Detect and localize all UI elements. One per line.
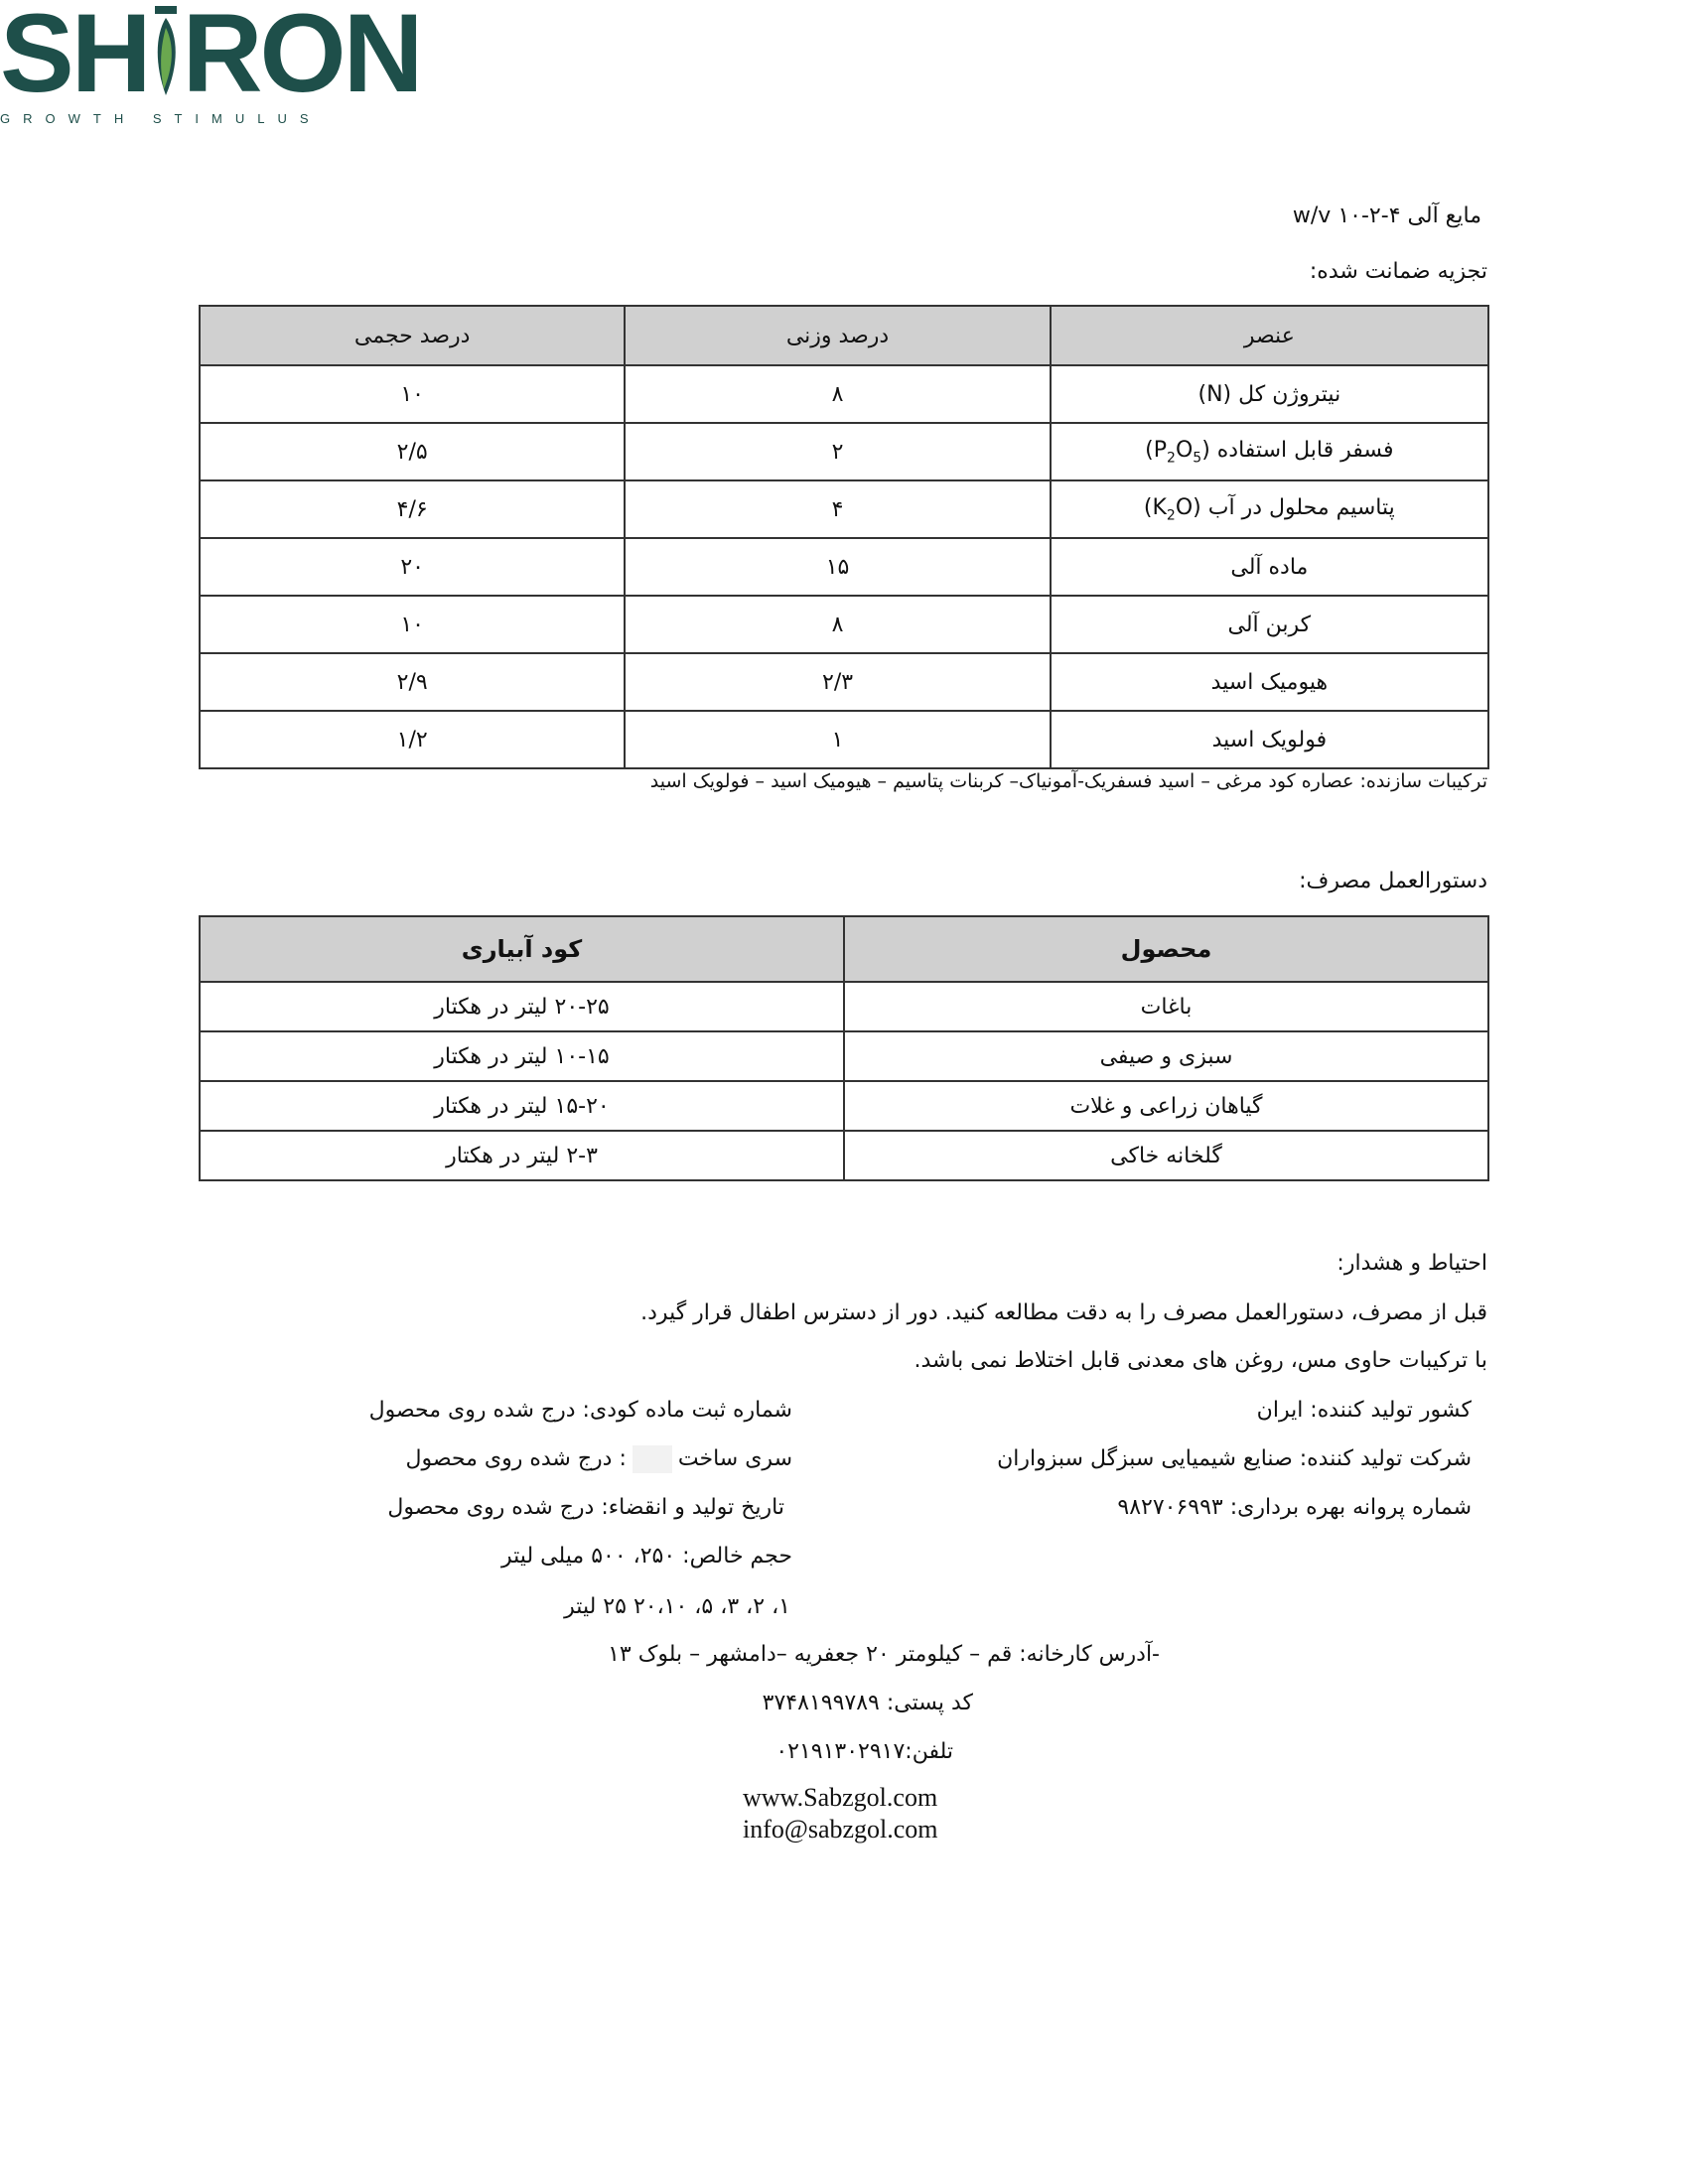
header-weight-percent: درصد وزنی: [625, 306, 1050, 365]
net-volume: حجم خالص: ۲۵۰، ۵۰۰ میلی لیتر: [501, 1544, 792, 1569]
table-row: [200, 1031, 1488, 1081]
net-volume-liters: ۱، ۲، ۳، ۵، ۲۰،۱۰ ۲۵ لیتر: [564, 1594, 790, 1619]
element-cell: نیتروژن کل (N): [1051, 365, 1488, 423]
element-cell: [1051, 423, 1488, 480]
element-cell: ماده آلی: [1051, 538, 1488, 596]
crop-cell: سبزی و صیفی: [844, 1031, 1488, 1081]
element-text: ): [1145, 437, 1154, 463]
element-cell: فولویک اسید: [1051, 711, 1488, 768]
dose-cell: ۲۰-۲۵ لیتر در هکتار: [200, 982, 844, 1031]
batch-value: : درج شده روی محصول: [405, 1446, 627, 1471]
warning-line-2: با ترکیبات حاوی مس، روغن های معدنی قابل اختلاط نمی باشد.: [914, 1348, 1487, 1373]
table-row: [200, 982, 1488, 1031]
company-logo: [0, 0, 421, 134]
volume-cell: ۲/۵: [200, 423, 625, 480]
table-row: [200, 711, 1488, 768]
logo-text-right: RON: [182, 0, 421, 115]
logo-text-left: SH: [0, 0, 149, 115]
header-crop: محصول: [844, 916, 1488, 982]
volume-cell: ۲/۹: [200, 653, 625, 711]
table-row: [200, 1081, 1488, 1131]
website-link[interactable]: www.Sabzgol.com: [743, 1783, 938, 1812]
header-fertigation: کود آبیاری: [200, 916, 844, 982]
product-title: مایع آلی ۴-۲-۱۰ w/v: [1292, 204, 1481, 228]
weight-cell: ۲/۳: [625, 653, 1050, 711]
postal-code: کد پستی: ۳۷۴۸۱۹۹۷۸۹: [762, 1691, 973, 1715]
registration-number: شماره ثبت ماده کودی: درج شده روی محصول: [368, 1398, 792, 1423]
subscript: 5: [1193, 450, 1202, 467]
weight-cell: ۱۵: [625, 538, 1050, 596]
table-header-row: [200, 306, 1488, 365]
table-header-row: [200, 916, 1488, 982]
table-row: [200, 480, 1488, 538]
production-expiry-dates: تاریخ تولید و انقضاء: درج شده روی محصول: [387, 1495, 784, 1520]
volume-cell: ۴/۶: [200, 480, 625, 538]
guaranteed-analysis-label: تجزیه ضمانت شده:: [1309, 259, 1487, 284]
usage-table: [199, 915, 1489, 1181]
logo-wordmark: [0, 0, 421, 115]
crop-cell: باغات: [844, 982, 1488, 1031]
header-element: عنصر: [1051, 306, 1488, 365]
crop-cell: گلخانه خاکی: [844, 1131, 1488, 1180]
dose-cell: ۱۵-۲۰ لیتر در هکتار: [200, 1081, 844, 1131]
guaranteed-analysis-table: [199, 305, 1489, 769]
logo-tagline: GROWTH STIMULUS: [0, 111, 322, 126]
element-cell: هیومیک اسید: [1051, 653, 1488, 711]
phone-number: تلفن:۰۲۱۹۱۳۰۲۹۱۷: [775, 1739, 953, 1764]
crop-cell: گیاهان زراعی و غلات: [844, 1081, 1488, 1131]
table-row: [200, 538, 1488, 596]
table-row: [200, 365, 1488, 423]
weight-cell: ۸: [625, 365, 1050, 423]
table-row: [200, 423, 1488, 480]
batch-blank: [633, 1445, 672, 1473]
element-text: O: [1175, 437, 1194, 463]
warnings-title: احتیاط و هشدار:: [1336, 1251, 1487, 1276]
table-row: [200, 653, 1488, 711]
license-number: شماره پروانه بهره برداری: ۹۸۲۷۰۶۹۹۳: [1117, 1495, 1472, 1520]
volume-cell: ۲۰: [200, 538, 625, 596]
element-cell: [1051, 480, 1488, 538]
weight-cell: ۲: [625, 423, 1050, 480]
weight-cell: ۴: [625, 480, 1050, 538]
element-text: O): [1143, 494, 1194, 520]
element-cell: کربن آلی: [1051, 596, 1488, 653]
volume-cell: ۱/۲: [200, 711, 625, 768]
weight-cell: ۸: [625, 596, 1050, 653]
factory-address: -آدرس کارخانه: قم – کیلومتر ۲۰ جعفریه –دامشهر – بلوک ۱۳: [608, 1642, 1160, 1667]
element-text: فسفر قابل استفاده (P: [1153, 437, 1394, 463]
warning-line-1: قبل از مصرف، دستورالعمل مصرف را به دقت مطالعه کنید. دور از دسترس اطفال قرار گیرد.: [640, 1300, 1487, 1325]
dose-cell: ۲-۳ لیتر در هکتار: [200, 1131, 844, 1180]
subscript: 2: [1166, 507, 1176, 524]
element-text: پتاسیم محلول در آب (K: [1152, 494, 1395, 520]
producer-country: کشور تولید کننده: ایران: [1256, 1398, 1472, 1423]
table-row: [200, 1131, 1488, 1180]
producer-company: شرکت تولید کننده: صنایع شیمیایی سبزگل سبزواران: [997, 1446, 1472, 1471]
batch-label: سری ساخت: [677, 1446, 792, 1471]
volume-cell: ۱۰: [200, 365, 625, 423]
volume-cell: ۱۰: [200, 596, 625, 653]
leaf-i-icon: [149, 0, 183, 95]
ingredients-line: ترکیبات سازنده: عصاره کود مرغی – اسید فسفریک-آمونیاک– کربنات پتاسیم – هیومیک اسید – فولویک اسید: [649, 770, 1487, 792]
usage-title: دستورالعمل مصرف:: [1299, 869, 1487, 893]
email-link[interactable]: info@sabzgol.com: [743, 1815, 938, 1843]
dose-cell: ۱۰-۱۵ لیتر در هکتار: [200, 1031, 844, 1081]
header-volume-percent: درصد حجمی: [200, 306, 625, 365]
table-row: [200, 596, 1488, 653]
batch-number: [405, 1444, 792, 1474]
subscript: 2: [1167, 450, 1176, 467]
weight-cell: ۱: [625, 711, 1050, 768]
